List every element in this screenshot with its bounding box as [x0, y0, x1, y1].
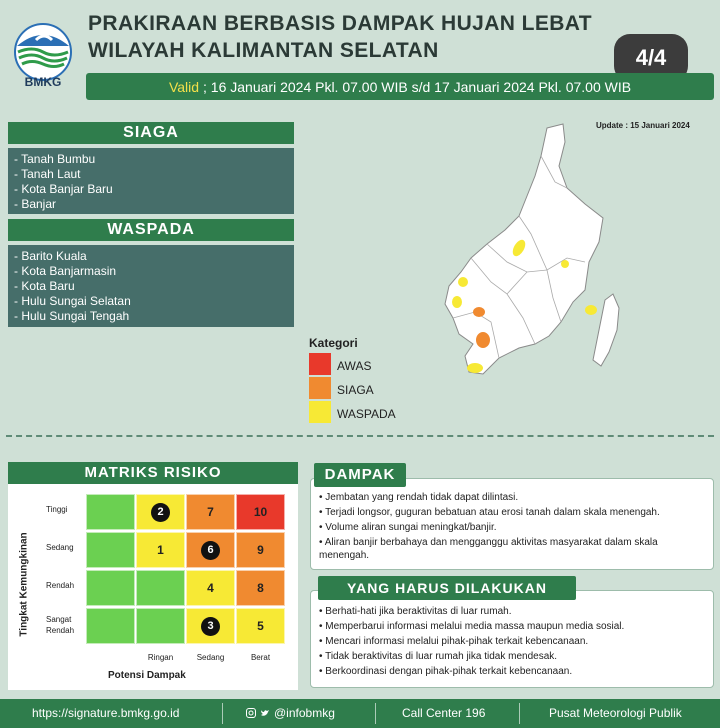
list-item: - Barito Kuala: [14, 249, 87, 263]
col-label-ringan: Ringan: [147, 653, 174, 662]
waspada-list: [8, 245, 294, 327]
matrix-cell: [136, 570, 185, 606]
waspada-header: WASPADA: [8, 219, 294, 241]
risk-matrix: [8, 484, 298, 690]
matrix-cell-value: 2: [151, 503, 170, 522]
waspada-area: [561, 260, 569, 268]
matrix-cell-value: 10: [253, 505, 268, 519]
matrix-cell: [86, 570, 135, 606]
matrix-cell: [236, 608, 285, 644]
matrix-cell-value: 4: [207, 581, 214, 595]
siaga-area: [476, 332, 490, 348]
valid-period-bar: [86, 73, 714, 100]
waspada-area: [458, 277, 468, 287]
list-item: • Berkoordinasi dengan pihak-pihak terkait kebencanaan.: [319, 666, 573, 677]
footer-divider: [222, 703, 223, 724]
list-item: - Hulu Sungai Tengah: [14, 309, 130, 323]
province-map: [435, 122, 635, 382]
waspada-area: [467, 363, 483, 373]
logo-text: BMKG: [24, 75, 62, 89]
matrix-cell-value: 5: [257, 619, 264, 633]
twitter-icon: [260, 707, 270, 721]
row-label-rendah: Rendah: [46, 581, 75, 590]
matrix-cell-value: 1: [157, 543, 164, 557]
footer-social[interactable]: @infobmkg: [274, 706, 335, 720]
matrix-cell: [136, 608, 185, 644]
instagram-icon: [246, 707, 256, 721]
footer-divider: [375, 703, 376, 724]
footer-website[interactable]: https://signature.bmkg.go.id: [32, 706, 180, 720]
legend-swatch-waspada: [309, 401, 331, 423]
map-island: [593, 294, 619, 366]
dampak-header: DAMPAK: [314, 463, 406, 487]
matrix-cell: [86, 532, 135, 568]
list-item: - Kota Baru: [14, 279, 75, 293]
footer: [0, 699, 720, 728]
matrix-cell-value: 8: [257, 581, 264, 595]
matrix-cell: [136, 494, 185, 530]
col-label-sedang: Sedang: [196, 653, 225, 662]
legend-label-siaga: SIAGA: [337, 383, 374, 397]
list-item: • Berhati-hati jika beraktivitas di luar rumah.: [319, 606, 512, 617]
valid-text: ; 16 Januari 2024 Pkl. 07.00 WIB s/d 17 Januari 2024 Pkl. 07.00 WIB: [203, 78, 632, 95]
legend-swatch-awas: [309, 353, 331, 375]
page-indicator: 4/4: [614, 34, 688, 82]
matrix-cell: [236, 570, 285, 606]
y-axis-label: Tingkat Kemungkinan: [18, 532, 30, 637]
matrix-cell: [186, 570, 235, 606]
todo-header: YANG HARUS DILAKUKAN: [318, 576, 576, 600]
legend-title: Kategori: [309, 336, 358, 350]
legend-label-waspada: WASPADA: [337, 407, 396, 421]
row-label-tinggi: Tinggi: [46, 505, 68, 514]
matrix-cell-value: 3: [201, 617, 220, 636]
matrix-cell: [236, 494, 285, 530]
list-item: - Kota Banjar Baru: [14, 182, 113, 196]
list-item: - Kota Banjarmasin: [14, 264, 117, 278]
list-item: - Tanah Laut: [14, 167, 81, 181]
matrix-cell: [236, 532, 285, 568]
list-item: - Tanah Bumbu: [14, 152, 96, 166]
matrix-cell: [186, 608, 235, 644]
footer-org: Pusat Meteorologi Publik: [549, 706, 682, 720]
section-divider: [6, 435, 714, 437]
siaga-list: [8, 148, 294, 214]
matrix-cell: [86, 608, 135, 644]
footer-call-center: Call Center 196: [402, 706, 486, 720]
matrix-header: MATRIKS RISIKO: [8, 462, 298, 484]
update-date: Update : 15 Januari 2024: [596, 121, 690, 130]
list-item: - Banjar: [14, 197, 57, 211]
row-label-sangat-rendah: Sangat Rendah: [46, 615, 75, 635]
legend-label-awas: AWAS: [337, 359, 372, 373]
list-item: • Mencari informasi melalui pihak-pihak terkait kebencanaan.: [319, 636, 589, 647]
row-label-sedang: Sedang: [46, 543, 74, 552]
list-item: • Volume aliran sungai meningkat/banjir.: [319, 522, 497, 533]
matrix-cell-value: 6: [201, 541, 220, 560]
list-item: • Jembatan yang rendah tidak dapat dilintasi.: [319, 492, 519, 503]
valid-label: Valid: [168, 78, 200, 95]
list-item: • Tidak beraktivitas di luar rumah jika tidak mendesak.: [319, 651, 558, 662]
waspada-area: [452, 296, 462, 308]
list-item: • Terjadi longsor, guguran bebatuan atau erosi tanah dalam skala menengah.: [319, 507, 660, 518]
page-title: PRAKIRAAN BERBASIS DAMPAK HUJAN LEBAT WILAYAH KALIMANTAN SELATAN: [88, 12, 593, 62]
matrix-cell: [86, 494, 135, 530]
waspada-area: [585, 305, 597, 315]
col-label-berat: Berat: [250, 653, 271, 662]
dampak-box: [310, 478, 714, 570]
list-item: • Aliran banjir berbahaya dan mengganggu aktivitas masyarakat dalam skala menengah.: [319, 537, 658, 561]
matrix-cell: [186, 532, 235, 568]
todo-box: [310, 590, 714, 688]
siaga-area: [473, 307, 485, 317]
footer-divider: [519, 703, 520, 724]
legend-swatch-siaga: [309, 377, 331, 399]
matrix-cell: [136, 532, 185, 568]
matrix-cell-value: 9: [257, 543, 264, 557]
list-item: • Memperbarui informasi melalui media massa maupun media sosial.: [319, 621, 625, 632]
matrix-cell: [186, 494, 235, 530]
list-item: - Hulu Sungai Selatan: [14, 294, 131, 308]
matrix-cell-value: 7: [207, 505, 214, 519]
siaga-header: SIAGA: [8, 122, 294, 144]
x-axis-label: Potensi Dampak: [108, 670, 186, 681]
